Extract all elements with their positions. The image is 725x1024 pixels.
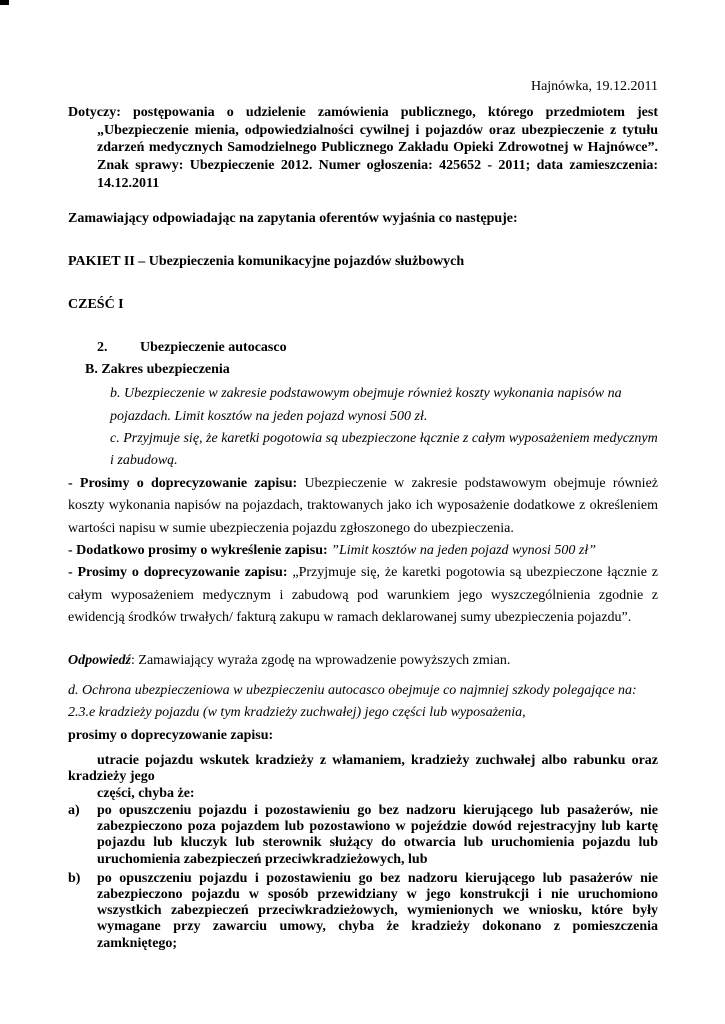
request-paragraph-3 bbox=[68, 562, 658, 629]
scan-artifact bbox=[0, 0, 9, 5]
condition-b-marker: b) bbox=[68, 870, 81, 886]
request-3-label: - Prosimy o doprecyzowanie zapisu: bbox=[68, 565, 288, 581]
quoted-line-d: d. Ochrona ubezpieczeniowa w ubezpieczeniu autocasco obejmuje co najmniej szkody polegające na: bbox=[68, 682, 637, 698]
answer-paragraph bbox=[68, 650, 658, 672]
request-2-quote: ”Limit kosztów na jeden pojazd wynosi 500 zł” bbox=[327, 542, 597, 558]
condition-item-a bbox=[68, 803, 658, 868]
section-title-text: Ubezpieczenie autocasco bbox=[140, 339, 287, 355]
request-paragraph-2 bbox=[68, 540, 658, 562]
clarification-line-2: części, chyba że: bbox=[97, 785, 195, 801]
subject-paragraph bbox=[68, 104, 658, 192]
subject-text: postępowania o udzielenie zamówienia publicznego, którego przedmiotem jest „Ubezpieczenie mienia, odpowiedzialności cywilnej i pojazdów oraz ubezpieczenie z tytułu zdarzeń medycznych Samodzielnego Publicznego Zakładu Opieki Zdrowotnej w Hajnówce”. Znak sprawy: Ubezpieczenie 2012. Numer ogłoszenia: 425652 - 2011; data zamieszczenia: 14.12.2011 bbox=[97, 105, 659, 191]
intro-paragraph: Zamawiający odpowiadając na zapytania oferentów wyjaśnia co następuje: bbox=[68, 211, 518, 227]
request-3-text: „Przyjmuje się, że karetki pogotowia są ubezpieczone łącznie z całym wyposażeniem medycznym i zabudową pod warunkiem jego wyszczególnienia zgodnie z ewidencją środków trwałych/ fakturą zakupu w ramach deklarowanej sumy ubezpieczenia pojazdu”. bbox=[68, 565, 658, 626]
quoted-item-c: c. Przyjmuje się, że karetki pogotowia są ubezpieczone łącznie z całym wyposażeniem medycznym i zabudową. bbox=[110, 431, 658, 469]
condition-a-text: po opuszczeniu pojazdu i pozostawieniu go bez nadzoru kierującego lub pasażerów, nie zabezpieczono poza pojazdem lub pozostawiono w pojeździe dowód rejestracyjny lub kartę pojazdu lub kluczyk lub sterownik służący do otwarcia lub uruchomienia pojazdu lub uruchomienia zabezpieczeń przeciwkradzieżowych, lub bbox=[97, 802, 658, 867]
section-number: 2. bbox=[97, 339, 108, 355]
condition-a-marker: a) bbox=[68, 802, 80, 818]
subject-label: Dotyczy: bbox=[68, 105, 121, 121]
quoted-line-23e: 2.3.e kradzieży pojazdu (w tym kradzieży zuchwałej) jego części lub wyposażenia, bbox=[68, 705, 526, 721]
request-1-label: - Prosimy o doprecyzowanie zapisu: bbox=[68, 475, 298, 491]
subsection-heading: B. Zakres ubezpieczenia bbox=[85, 362, 230, 378]
czesc-heading: CZEŚĆ I bbox=[68, 296, 124, 312]
request-paragraph-1 bbox=[68, 473, 658, 540]
quoted-item-b: b. Ubezpieczenie w zakresie podstawowym obejmuje również koszty wykonania napisów na pojazdach. Limit kosztów na jeden pojazd wynosi 500 zł. bbox=[110, 386, 622, 424]
request-heading: prosimy o doprecyzowanie zapisu: bbox=[68, 727, 274, 743]
condition-b-text: po opuszczeniu pojazdu i pozostawieniu go bez nadzoru kierującego lub pasażerów nie zabezpieczono pojazdu w sposób przewidziany w jego konstrukcji i nie uruchomiono wszystkich zabezpieczeń przeciwkradzieżowych, wymienionych we wniosku, które były wymagane przy zawarciu umowy, chyba że kradzieży dokonano z pomieszczenia zamkniętego; bbox=[97, 870, 658, 951]
section-title bbox=[68, 339, 658, 357]
condition-item-b bbox=[68, 871, 658, 952]
request-1-text: Ubezpieczenie w zakresie podstawowym obejmuje również koszty wykonania napisów na pojazdach, traktowanych jako ich wyposażenie dodatkowe z określeniem wartości napisu w sumie ubezpieczenia pojazdu zgłoszonego do ubezpieczenia. bbox=[68, 475, 658, 536]
date-line: Hajnówka, 19.12.2011 bbox=[530, 79, 658, 94]
answer-text: : Zamawiający wyraża zgodę na wprowadzenie powyższych zmian. bbox=[131, 652, 511, 668]
answer-label: Odpowiedź bbox=[68, 652, 131, 668]
request-2-label: - Dodatkowo prosimy o wykreślenie zapisu: bbox=[68, 542, 328, 558]
pakiet-heading: PAKIET II – Ubezpieczenia komunikacyjne pojazdów służbowych bbox=[68, 253, 465, 269]
clarification-line-1: utracie pojazdu wskutek kradzieży z włamaniem, kradzieży zuchwałej albo rabunku oraz kradzieży jego bbox=[68, 753, 658, 785]
